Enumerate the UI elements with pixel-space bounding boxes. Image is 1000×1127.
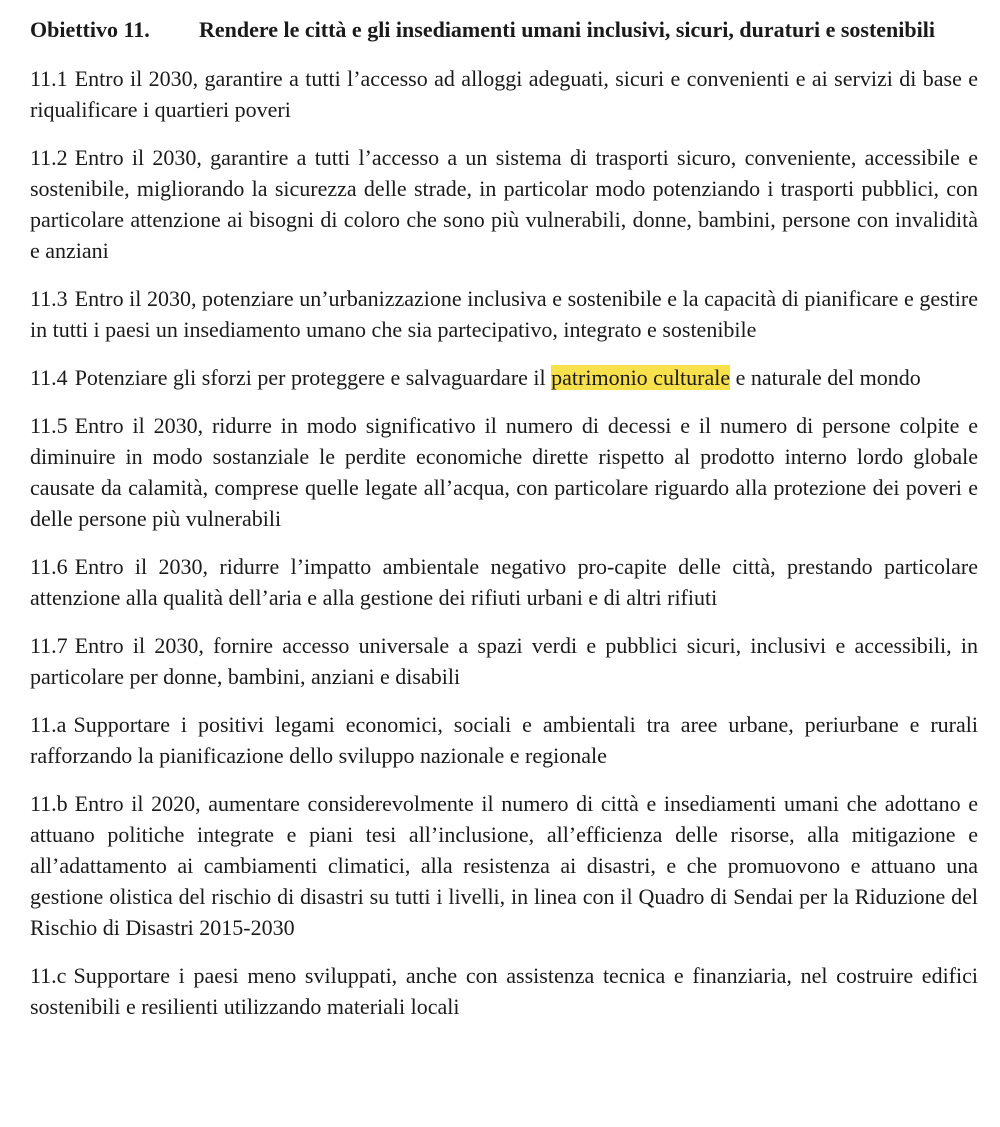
target-number: 11.a — [30, 712, 67, 737]
target-number: 11.4 — [30, 365, 68, 390]
target-number: 11.c — [30, 963, 67, 988]
target-number: 11.b — [30, 791, 68, 816]
target-11-5 — [30, 410, 978, 534]
target-11-a — [30, 709, 978, 771]
target-text-after: e naturale del mondo — [735, 365, 921, 390]
target-text: Entro il 2030, potenziare un’urbanizzazione inclusiva e sostenibile e la capacità di pianificare e gestire in tutti i paesi un insediamento umano che sia partecipativo, integrato e sostenibile — [30, 286, 978, 342]
highlighted-text: patrimonio culturale — [551, 365, 731, 390]
document-page — [30, 14, 978, 1039]
target-11-c — [30, 960, 978, 1022]
target-text: Supportare i paesi meno sviluppati, anche con assistenza tecnica e finanziaria, nel costruire edifici sostenibili e resilienti utilizzando materiali locali — [30, 963, 978, 1019]
goal-number: Obiettivo 11. — [30, 17, 150, 42]
target-text: Entro il 2030, ridurre l’impatto ambientale negativo pro-capite delle città, prestando particolare attenzione alla qualità dell’aria e alla gestione dei rifiuti urbani e di altri rifiuti — [30, 554, 978, 610]
target-text: Supportare i positivi legami economici, sociali e ambientali tra aree urbane, periurbane e rurali rafforzando la pianificazione dello sviluppo nazionale e regionale — [30, 712, 978, 768]
target-number: 11.5 — [30, 413, 68, 438]
target-text: Entro il 2020, aumentare considerevolmente il numero di città e insediamenti umani che adottano e attuano politiche integrate e piani tesi all’inclusione, all’efficienza delle risorse, alla mitigazione e all’adattamento ai cambiamenti climatici, alla resistenza ai disastri, e che promuovono e attuano una gestione olistica del rischio di disastri su tutti i livelli, in linea con il Quadro di Sendai per la Riduzione del Rischio di Disastri 2015-2030 — [30, 791, 978, 940]
target-11-6 — [30, 551, 978, 613]
target-number: 11.1 — [30, 66, 68, 91]
target-number: 11.6 — [30, 554, 68, 579]
target-text: Entro il 2030, garantire a tutti l’accesso a un sistema di trasporti sicuro, conveniente, accessibile e sostenibile, migliorando la sicurezza delle strade, in particolar modo potenziando i trasporti pubblici, con particolare attenzione ai bisogni di coloro che sono più vulnerabili, donne, bambini, persone con invalidità e anziani — [30, 145, 978, 263]
target-11-3 — [30, 283, 978, 345]
goal-heading — [30, 14, 978, 45]
target-11-b — [30, 788, 978, 943]
target-text: Entro il 2030, ridurre in modo significativo il numero di decessi e il numero di persone colpite e diminuire in modo sostanziale le perdite economiche dirette rispetto al prodotto interno lordo globale causate da calamità, comprese quelle legate all’acqua, con particolare riguardo alla protezione dei poveri e delle persone più vulnerabili — [30, 413, 978, 531]
target-11-4 — [30, 362, 978, 393]
target-text: Entro il 2030, garantire a tutti l’accesso ad alloggi adeguati, sicuri e convenienti e ai servizi di base e riqualificare i quartieri poveri — [30, 66, 978, 122]
target-11-2 — [30, 142, 978, 266]
target-text: Entro il 2030, fornire accesso universale a spazi verdi e pubblici sicuri, inclusivi e accessibili, in particolare per donne, bambini, anziani e disabili — [30, 633, 978, 689]
target-number: 11.3 — [30, 286, 68, 311]
goal-title: Rendere le città e gli insediamenti umani inclusivi, sicuri, duraturi e sostenibili — [199, 17, 935, 42]
target-11-7 — [30, 630, 978, 692]
target-text-before: Potenziare gli sforzi per proteggere e salvaguardare il — [74, 365, 546, 390]
target-number: 11.2 — [30, 145, 68, 170]
target-number: 11.7 — [30, 633, 68, 658]
target-11-1 — [30, 63, 978, 125]
